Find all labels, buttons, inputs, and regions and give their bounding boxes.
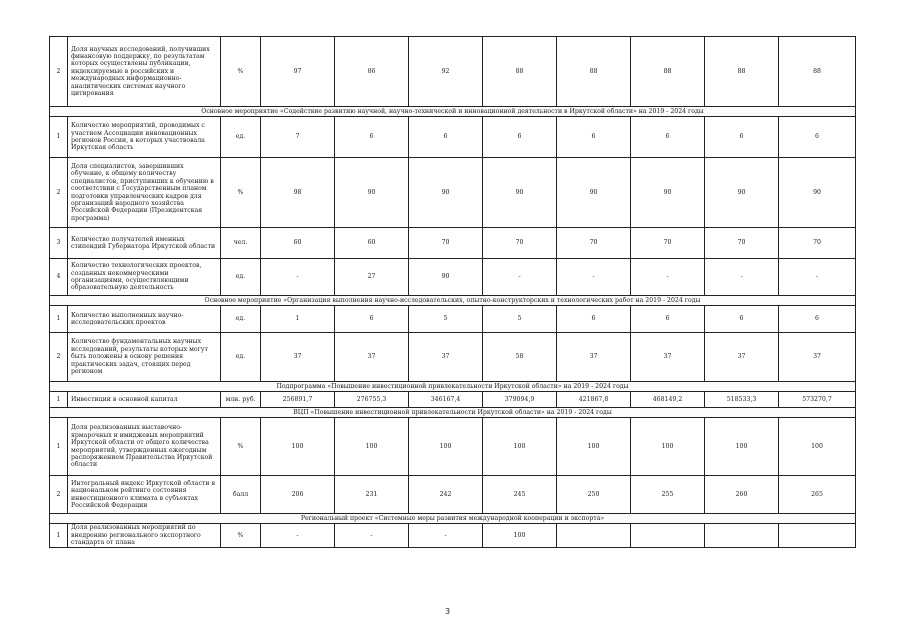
value-cell: 37 — [557, 333, 631, 382]
value-cell: - — [409, 524, 483, 548]
table-row — [50, 392, 856, 408]
row-number: 1 — [50, 392, 68, 408]
section-header-row — [50, 107, 856, 117]
value-cell: 5 — [409, 306, 483, 333]
value-cell: 90 — [705, 158, 779, 228]
indicator-name: Доля реализованных мероприятий по внедрению регионального экспортного стандарта от плана — [68, 524, 221, 548]
value-cell: 100 — [483, 524, 557, 548]
value-cell: 6 — [631, 117, 705, 158]
value-cell: 6 — [557, 117, 631, 158]
value-cell: 206 — [261, 476, 335, 514]
value-cell: 100 — [483, 418, 557, 476]
value-cell: 7 — [261, 117, 335, 158]
unit-cell: % — [221, 418, 261, 476]
value-cell: 100 — [631, 418, 705, 476]
value-cell: 6 — [409, 117, 483, 158]
section-header-row — [50, 296, 856, 306]
section-header-row — [50, 514, 856, 524]
value-cell: 6 — [631, 306, 705, 333]
value-cell: 70 — [409, 228, 483, 259]
value-cell: 60 — [335, 228, 409, 259]
value-cell: 100 — [261, 418, 335, 476]
value-cell — [705, 524, 779, 548]
indicator-name: Количество выполненных научно-исследовательских проектов — [68, 306, 221, 333]
row-number: 2 — [50, 37, 68, 107]
unit-cell: балл — [221, 476, 261, 514]
section-header-row — [50, 382, 856, 392]
value-cell: - — [483, 259, 557, 296]
value-cell: 6 — [705, 306, 779, 333]
value-cell: 100 — [409, 418, 483, 476]
unit-cell: ед. — [221, 117, 261, 158]
value-cell: 100 — [705, 418, 779, 476]
value-cell: 37 — [335, 333, 409, 382]
section-title: ВЦП «Повышение инвестиционной привлекательности Иркутской области» на 2019 - 2024 годы — [50, 408, 856, 418]
value-cell: 70 — [779, 228, 856, 259]
value-cell: 90 — [409, 158, 483, 228]
table-row — [50, 158, 856, 228]
value-cell: 97 — [261, 37, 335, 107]
value-cell: - — [779, 259, 856, 296]
section-title: Региональный проект «Системные меры развития международной кооперации и экспорта» — [50, 514, 856, 524]
value-cell: 58 — [483, 333, 557, 382]
value-cell: 6 — [335, 306, 409, 333]
value-cell: 88 — [557, 37, 631, 107]
value-cell: 90 — [779, 158, 856, 228]
value-cell: 421867,8 — [557, 392, 631, 408]
value-cell: 6 — [557, 306, 631, 333]
section-title: Подпрограмма «Повышение инвестиционной привлекательности Иркутской области» на 2019 - 2024 годы — [50, 382, 856, 392]
value-cell: 37 — [705, 333, 779, 382]
indicator-name: Количество мероприятий, проводимых с участием Ассоциации инновационных регионов России, в которых участвовала Иркутская область — [68, 117, 221, 158]
value-cell: 250 — [557, 476, 631, 514]
unit-cell: % — [221, 158, 261, 228]
value-cell: - — [705, 259, 779, 296]
section-title: Основное мероприятие «Организация выполнения научно-исследовательских, опытно-конструкторских и технологических работ на 2019 - 2024 годы — [50, 296, 856, 306]
value-cell: 90 — [483, 158, 557, 228]
value-cell: 70 — [631, 228, 705, 259]
unit-cell: ед. — [221, 259, 261, 296]
value-cell: 6 — [779, 117, 856, 158]
value-cell: 468149,2 — [631, 392, 705, 408]
row-number: 1 — [50, 117, 68, 158]
value-cell: 88 — [483, 37, 557, 107]
indicator-name: Интегральный индекс Иркутской области в национальном рейтинге состояния инвестиционного климата в субъектах Российской Федерации — [68, 476, 221, 514]
value-cell: 37 — [261, 333, 335, 382]
unit-cell: ед. — [221, 306, 261, 333]
value-cell: 90 — [335, 158, 409, 228]
table-row — [50, 476, 856, 514]
value-cell: 255 — [631, 476, 705, 514]
value-cell: 90 — [557, 158, 631, 228]
unit-cell: % — [221, 37, 261, 107]
row-number: 1 — [50, 306, 68, 333]
value-cell — [631, 524, 705, 548]
value-cell: 100 — [335, 418, 409, 476]
value-cell: 6 — [335, 117, 409, 158]
value-cell: 346167,4 — [409, 392, 483, 408]
value-cell: - — [261, 524, 335, 548]
indicator-name: Доля реализованных выставочно-ярмарочных и имиджевых мероприятий Иркутской области от общего количества мероприятий, утвержденных ежегодным распоряжением Правительства Иркутской области — [68, 418, 221, 476]
table-row — [50, 333, 856, 382]
value-cell: 245 — [483, 476, 557, 514]
value-cell: 37 — [409, 333, 483, 382]
value-cell: 242 — [409, 476, 483, 514]
value-cell: 100 — [557, 418, 631, 476]
indicator-name: Инвестиции в основной капитал — [68, 392, 221, 408]
table-row — [50, 228, 856, 259]
row-number: 4 — [50, 259, 68, 296]
value-cell: - — [557, 259, 631, 296]
table-row — [50, 117, 856, 158]
value-cell: 86 — [335, 37, 409, 107]
value-cell: 256891,7 — [261, 392, 335, 408]
value-cell: 6 — [483, 117, 557, 158]
value-cell: 90 — [409, 259, 483, 296]
value-cell: 70 — [483, 228, 557, 259]
value-cell — [779, 524, 856, 548]
table-row — [50, 37, 856, 107]
indicators-table — [49, 36, 856, 548]
value-cell: 27 — [335, 259, 409, 296]
row-number: 3 — [50, 228, 68, 259]
value-cell: 88 — [631, 37, 705, 107]
value-cell: 70 — [705, 228, 779, 259]
value-cell: 37 — [779, 333, 856, 382]
page-number: 3 — [445, 607, 451, 616]
table-row — [50, 524, 856, 548]
value-cell: 98 — [261, 158, 335, 228]
value-cell: 90 — [631, 158, 705, 228]
value-cell: 70 — [557, 228, 631, 259]
value-cell: 573270,7 — [779, 392, 856, 408]
value-cell — [557, 524, 631, 548]
value-cell: 5 — [483, 306, 557, 333]
value-cell: 88 — [705, 37, 779, 107]
row-number: 1 — [50, 418, 68, 476]
indicator-name: Количество фундаментальных научных исследований, результаты которых могут быть положены в основу решения практических задач, стоящих перед регионом — [68, 333, 221, 382]
table-row — [50, 306, 856, 333]
value-cell: 379094,9 — [483, 392, 557, 408]
value-cell: 88 — [779, 37, 856, 107]
value-cell: 6 — [779, 306, 856, 333]
value-cell: 6 — [705, 117, 779, 158]
value-cell: 100 — [779, 418, 856, 476]
value-cell: 518533,3 — [705, 392, 779, 408]
value-cell: - — [631, 259, 705, 296]
value-cell: 260 — [705, 476, 779, 514]
indicator-name: Количество технологических проектов, созданных некоммерческими организациями, осуществляющими образовательную деятельность — [68, 259, 221, 296]
value-cell: - — [261, 259, 335, 296]
table-row — [50, 259, 856, 296]
value-cell: - — [335, 524, 409, 548]
indicator-name: Количество получателей именных стипендий Губернатора Иркутской области — [68, 228, 221, 259]
value-cell: 92 — [409, 37, 483, 107]
row-number: 2 — [50, 476, 68, 514]
value-cell: 231 — [335, 476, 409, 514]
unit-cell: ед. — [221, 333, 261, 382]
unit-cell: % — [221, 524, 261, 548]
section-title: Основное мероприятие «Содействие развитию научной, научно-технической и инновационной деятельности в Иркутской области» на 2019 - 2024 годы — [50, 107, 856, 117]
indicator-name: Доля специалистов, завершивших обучение, к общему количеству специалистов, приступивших к обучению в соответствии с Государственным планом подготовки управленческих кадров для организаций народного хозяйства Российской Федерации (Президентская программа) — [68, 158, 221, 228]
table-body — [50, 37, 856, 548]
row-number: 2 — [50, 333, 68, 382]
row-number: 1 — [50, 524, 68, 548]
row-number: 2 — [50, 158, 68, 228]
value-cell: 276755,3 — [335, 392, 409, 408]
indicator-name: Доля научных исследований, получивших финансовую поддержку, по результатам которых осуществлены публикации, индексируемые в российских и международных информационно-аналитических системах научного цитирования — [68, 37, 221, 107]
value-cell: 37 — [631, 333, 705, 382]
unit-cell: чел. — [221, 228, 261, 259]
value-cell: 265 — [779, 476, 856, 514]
section-header-row — [50, 408, 856, 418]
unit-cell: млн. руб. — [221, 392, 261, 408]
table-row — [50, 418, 856, 476]
value-cell: 1 — [261, 306, 335, 333]
value-cell: 60 — [261, 228, 335, 259]
